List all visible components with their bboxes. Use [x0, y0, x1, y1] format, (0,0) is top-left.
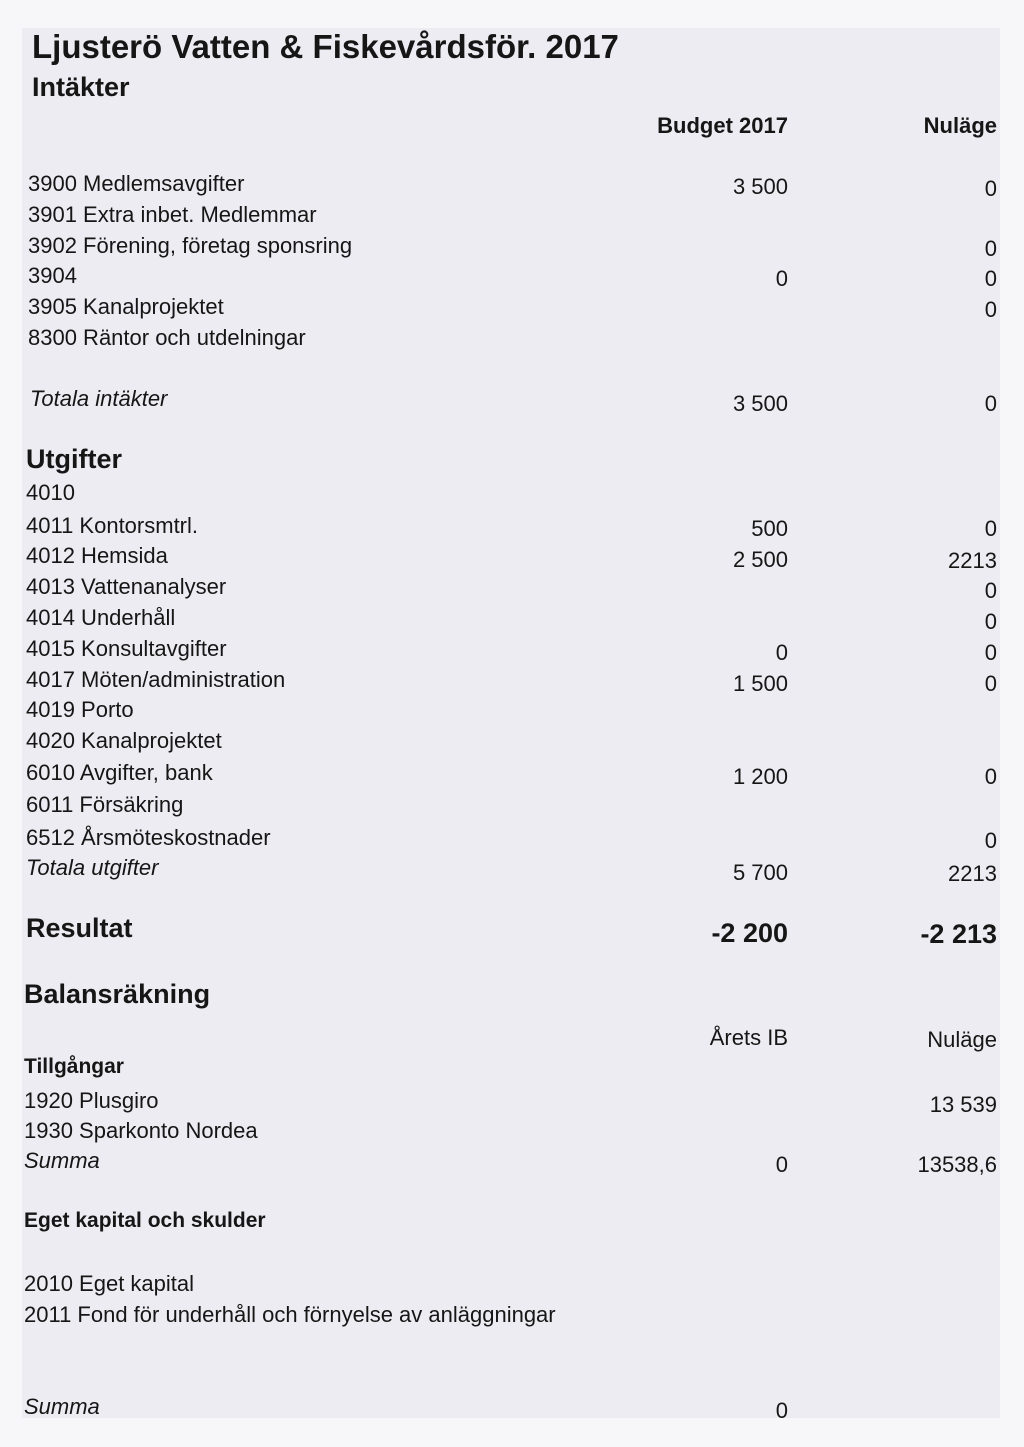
asset-row-label: 1920 Plusgiro [24, 1088, 159, 1113]
expense-total-label: Totala utgifter [26, 855, 159, 880]
balance-heading: Balansräkning [24, 979, 211, 1009]
expense-row-label: 4020 Kanalprojektet [26, 728, 222, 753]
income-row-label: 3900 Medlemsavgifter [28, 171, 245, 196]
income-row-label: 3905 Kanalprojektet [28, 294, 224, 319]
expense-row-budget: 1 200 [732, 764, 788, 789]
income-row-now: 0 [984, 176, 997, 201]
income-total-label: Totala intäkter [30, 386, 168, 411]
expense-row-now: 0 [984, 671, 997, 696]
expense-row-label: 6010 Avgifter, bank [26, 760, 213, 785]
expense-row-label: 4019 Porto [26, 697, 134, 722]
expense-row-label: 4010 [26, 480, 75, 505]
expense-row-label: 4014 Underhåll [26, 605, 176, 630]
document-title: Ljusterö Vatten & Fiskevårdsför. 2017 [32, 28, 619, 65]
expense-row-budget: 1 500 [732, 671, 788, 696]
expense-total-now: 2213 [948, 861, 997, 886]
expense-row-label: 6011 Försäkring [26, 792, 184, 817]
expense-row-label: 6512 Årsmöteskostnader [26, 825, 271, 850]
expense-row-now: 0 [984, 516, 997, 541]
income-total-now: 0 [984, 391, 997, 416]
expense-row-budget: 2 500 [732, 547, 788, 572]
column-header-balance-now: Nuläge [927, 1027, 997, 1052]
expense-row-now: 0 [984, 640, 997, 665]
column-header-ib: Årets IB [709, 1025, 788, 1050]
result-now: -2 213 [920, 919, 997, 949]
expense-row-now: 2213 [948, 548, 997, 573]
expense-row-budget: 0 [775, 640, 788, 665]
assets-heading: Tillgångar [24, 1055, 124, 1078]
income-row-budget: 0 [775, 266, 788, 291]
equity-sum-label: Summa [24, 1394, 100, 1419]
income-row-now: 0 [984, 297, 997, 322]
income-row-now: 0 [984, 266, 997, 291]
expenses-heading: Utgifter [26, 444, 122, 474]
assets-sum-now: 13538,6 [917, 1152, 997, 1177]
income-row-label: 8300 Räntor och utdelningar [28, 325, 306, 350]
equity-sum-ib: 0 [775, 1398, 788, 1423]
column-header-budget: Budget 2017 [657, 113, 788, 138]
income-row-label: 3902 Förening, företag sponsring [28, 233, 353, 258]
income-row-now: 0 [984, 236, 997, 261]
expense-total-budget: 5 700 [732, 860, 788, 885]
expense-row-label: 4017 Möten/administration [26, 667, 286, 692]
expense-row-now: 0 [984, 609, 997, 634]
expense-row-label: 4011 Kontorsmtrl. [26, 513, 199, 538]
expense-row-label: 4012 Hemsida [26, 543, 168, 568]
equity-heading: Eget kapital och skulder [24, 1209, 266, 1232]
income-row-label: 3901 Extra inbet. Medlemmar [28, 202, 317, 227]
asset-row-now: 13 539 [929, 1092, 997, 1117]
assets-sum-label: Summa [24, 1148, 100, 1173]
assets-sum-ib: 0 [775, 1152, 788, 1177]
expense-row-label: 4013 Vattenanalyser [26, 574, 227, 599]
expense-row-label: 4015 Konsultavgifter [26, 636, 227, 661]
column-header-now: Nuläge [923, 113, 997, 138]
result-label: Resultat [26, 913, 133, 943]
asset-row-label: 1930 Sparkonto Nordea [24, 1118, 258, 1143]
expense-row-now: 0 [984, 828, 997, 853]
income-heading: Intäkter [32, 72, 130, 102]
result-budget: -2 200 [711, 918, 788, 948]
income-row-budget: 3 500 [732, 174, 788, 199]
equity-row-label: 2011 Fond för underhåll och förnyelse av anläggningar [24, 1302, 556, 1327]
expense-row-now: 0 [984, 578, 997, 603]
income-total-budget: 3 500 [732, 391, 788, 416]
expense-row-budget: 500 [751, 516, 788, 541]
income-row-label: 3904 [28, 263, 77, 288]
expense-row-now: 0 [984, 764, 997, 789]
equity-row-label: 2010 Eget kapital [24, 1271, 195, 1296]
